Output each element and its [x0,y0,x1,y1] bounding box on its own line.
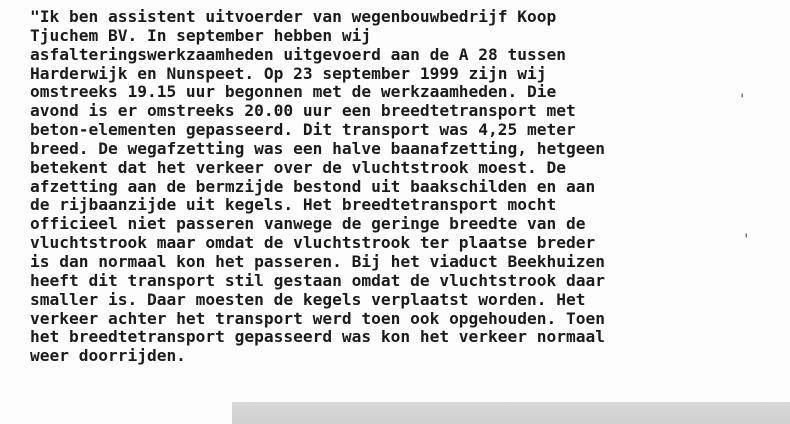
text-line: is dan normaal kon het passeren. Bij het viaduct Beekhuizen [30,251,605,271]
scan-shadow-band [232,402,790,424]
text-line: afzetting aan de bermzijde bestond uit baakschilden en aan [30,176,596,196]
text-line: asfalteringswerkzaamheden uitgevoerd aan de A 28 tussen [30,44,567,64]
text-line: Tjuchem BV. In september hebben wij [30,25,372,45]
text-line: heeft dit transport stil gestaan omdat de vluchtstrook daar [30,270,605,290]
margin-mark: ' [742,232,751,248]
text-line: betekent dat het verkeer over de vluchtstrook moest. De [30,157,567,177]
statement-text [30,8,770,366]
text-line: omstreeks 19.15 uur begonnen met de werkzaamheden. Die [30,82,557,102]
text-line: breed. De wegafzetting was een halve baanafzetting, hetgeen [30,138,605,158]
text-line: weer doorrijden. [30,346,186,366]
text-line: avond is er omstreeks 20.00 uur een breedtetransport met [30,101,576,121]
text-line: de rijbaanzijde uit kegels. Het breedtetransport mocht [30,195,557,215]
text-line: vluchtstrook maar omdat de vluchtstrook ter plaatse breder [30,233,596,253]
text-line: het breedtetransport gepasseerd was kon het verkeer normaal [30,327,605,347]
text-line: officieel niet passeren vanwege de geringe breedte van de [30,214,586,234]
text-line: smaller is. Daar moesten de kegels verplaatst worden. Het [30,289,586,309]
text-line: beton-elementen gepasseerd. Dit transport was 4,25 meter [30,120,576,140]
text-line: verkeer achter het transport werd toen ook opgehouden. Toen [30,308,605,328]
text-line: Harderwijk en Nunspeet. Op 23 september 1999 zijn wij [30,63,547,83]
margin-mark: ' [738,92,747,108]
text-line: "Ik ben assistent uitvoerder van wegenbouwbedrijf Koop [30,7,557,26]
